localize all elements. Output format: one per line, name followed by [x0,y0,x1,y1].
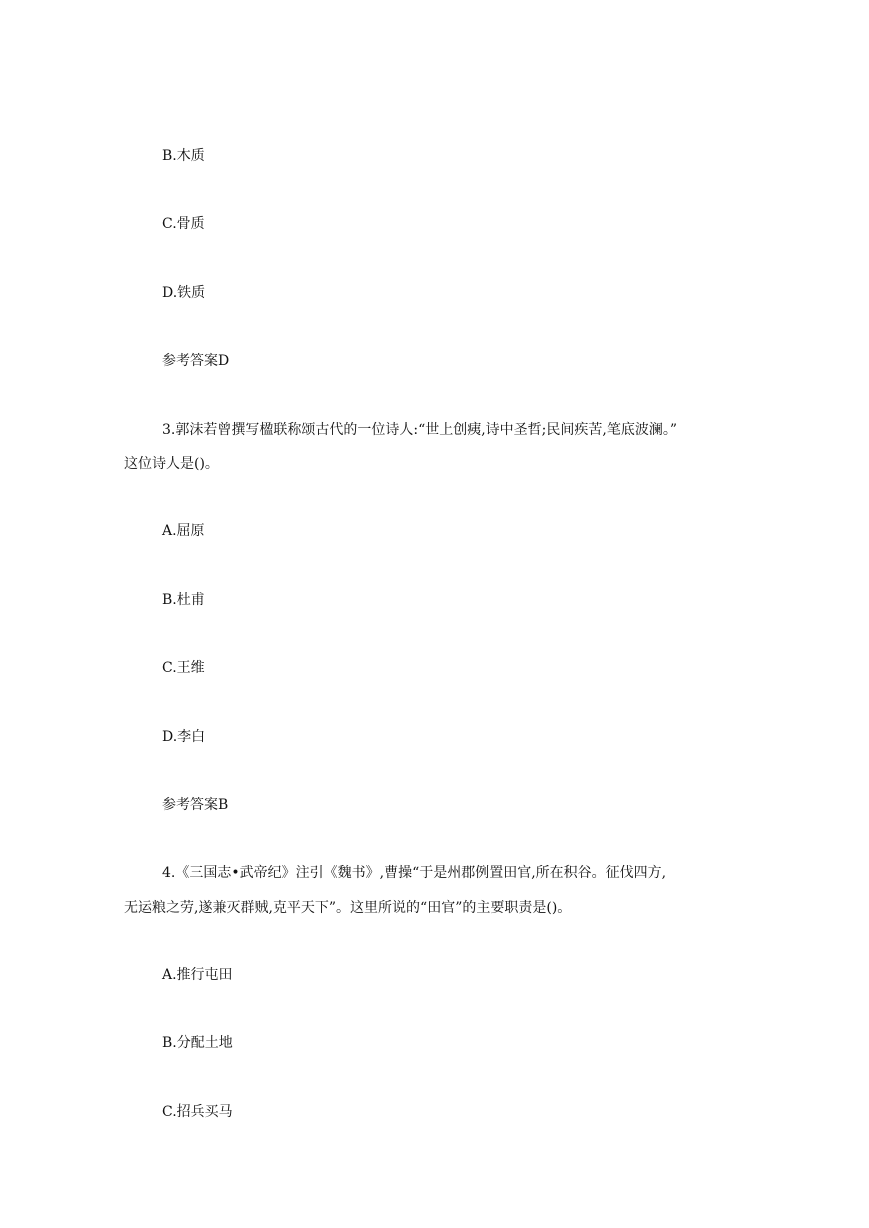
q3-option-b: B.杜甫 [162,592,205,608]
q2-option-d: D.铁质 [162,285,206,301]
q4-stem-line2: 无运粮之劳,遂兼灭群贼,克平天下”。这里所说的“田官”的主要职责是()。 [124,900,572,916]
q3-answer: 参考答案B [162,797,229,813]
q3-option-d: D.李白 [162,729,206,745]
q3-option-c: C.王维 [162,660,205,676]
q2-answer: 参考答案D [162,353,230,369]
q2-option-c: C.骨质 [162,216,205,232]
q4-option-a: A.推行屯田 [162,967,233,983]
q2-option-b: B.木质 [162,148,205,164]
q4-option-b: B.分配土地 [162,1035,233,1051]
q3-stem-line1: 3.郭沫若曾撰写楹联称颂古代的一位诗人:“世上创痍,诗中圣哲;民间疾苦,笔底波澜。” [162,422,678,438]
q4-stem-line1: 4.《三国志•武帝纪》注引《魏书》,曹操“于是州郡例置田官,所在积谷。征伐四方, [162,865,667,881]
q3-option-a: A.屈原 [162,523,205,539]
q4-option-c: C.招兵买马 [162,1104,233,1120]
q3-stem-line2: 这位诗人是()。 [124,456,219,472]
